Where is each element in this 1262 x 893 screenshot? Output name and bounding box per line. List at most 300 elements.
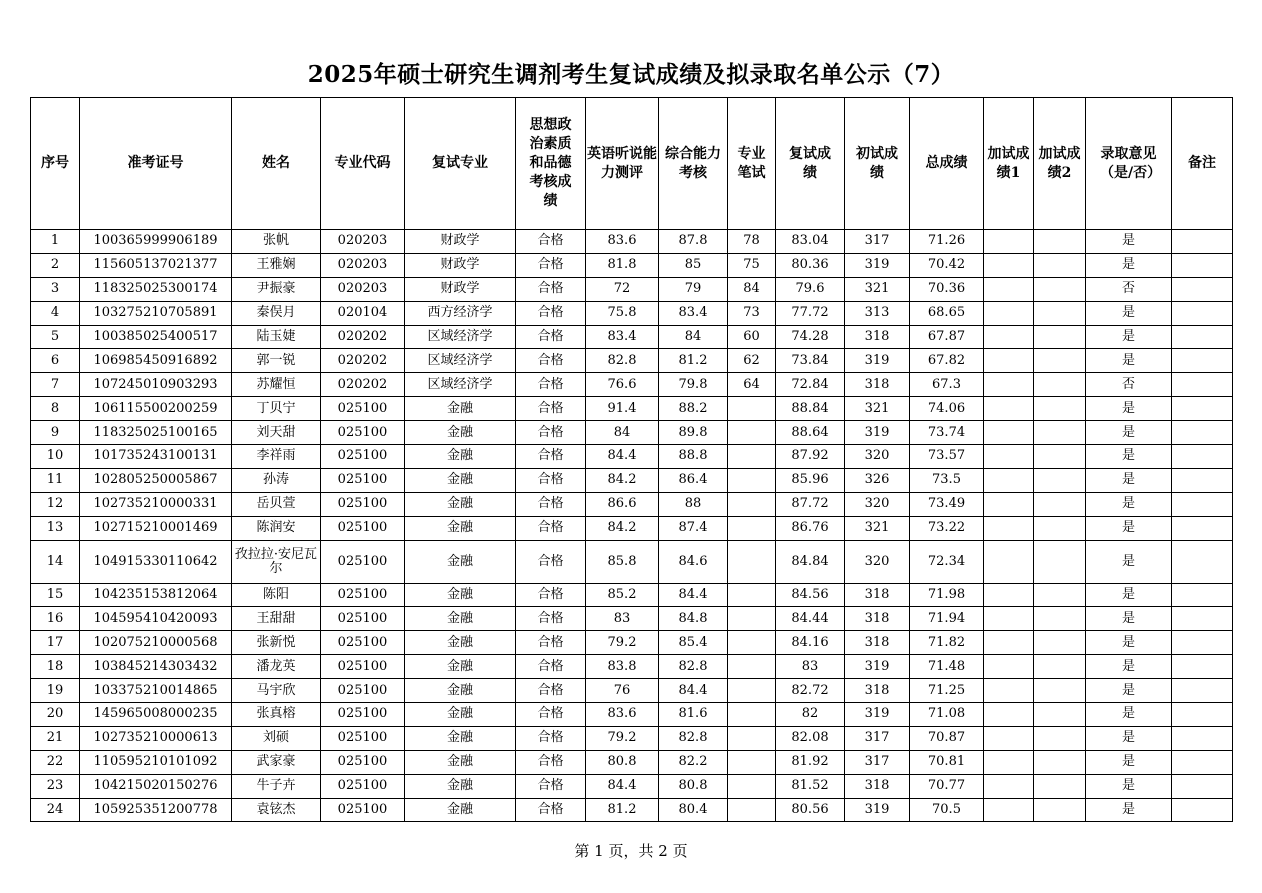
cell-note <box>1172 253 1233 277</box>
cell-comprehensive: 85.4 <box>659 631 728 655</box>
cell-exam-id: 102735210000613 <box>80 726 232 750</box>
cell-major: 金融 <box>405 607 516 631</box>
table-row <box>31 726 1233 750</box>
cell-bonus1 <box>984 655 1034 679</box>
table-row <box>31 583 1233 607</box>
table-body <box>31 230 1233 822</box>
cell-retest: 84.16 <box>776 631 845 655</box>
cell-political: 合格 <box>516 516 586 540</box>
table-row <box>31 492 1233 516</box>
cell-major-code: 025100 <box>321 631 405 655</box>
cell-retest: 80.56 <box>776 798 845 822</box>
cell-admit: 是 <box>1086 679 1172 703</box>
cell-political: 合格 <box>516 679 586 703</box>
cell-name: 潘龙英 <box>232 655 321 679</box>
cell-total: 70.36 <box>910 277 984 301</box>
cell-note <box>1172 397 1233 421</box>
cell-admit: 是 <box>1086 540 1172 583</box>
cell-seq: 18 <box>31 655 80 679</box>
cell-exam-id: 101735243100131 <box>80 445 232 469</box>
cell-english: 81.2 <box>586 798 659 822</box>
cell-seq: 9 <box>31 421 80 445</box>
cell-english: 75.8 <box>586 301 659 325</box>
cell-bonus1 <box>984 373 1034 397</box>
cell-major-code: 020202 <box>321 325 405 349</box>
cell-bonus1 <box>984 397 1034 421</box>
cell-total: 71.98 <box>910 583 984 607</box>
cell-retest: 84.56 <box>776 583 845 607</box>
cell-name: 秦俣月 <box>232 301 321 325</box>
table-row <box>31 774 1233 798</box>
cell-total: 70.87 <box>910 726 984 750</box>
cell-initial: 318 <box>845 607 910 631</box>
cell-english: 84 <box>586 421 659 445</box>
cell-written <box>728 703 776 727</box>
cell-name: 张帆 <box>232 230 321 254</box>
cell-note <box>1172 349 1233 373</box>
cell-major: 区域经济学 <box>405 325 516 349</box>
cell-bonus1 <box>984 703 1034 727</box>
cell-comprehensive: 89.8 <box>659 421 728 445</box>
cell-note <box>1172 655 1233 679</box>
cell-major: 金融 <box>405 468 516 492</box>
col-header-comprehensive: 综合能力考核 <box>659 98 728 230</box>
cell-bonus2 <box>1034 679 1086 703</box>
cell-name: 张真榕 <box>232 703 321 727</box>
cell-retest: 81.92 <box>776 750 845 774</box>
cell-retest: 77.72 <box>776 301 845 325</box>
cell-major: 金融 <box>405 798 516 822</box>
table-row <box>31 516 1233 540</box>
table-row <box>31 421 1233 445</box>
cell-name: 尹振豪 <box>232 277 321 301</box>
cell-exam-id: 100365999906189 <box>80 230 232 254</box>
cell-total: 70.42 <box>910 253 984 277</box>
cell-retest: 80.36 <box>776 253 845 277</box>
cell-major-code: 025100 <box>321 726 405 750</box>
table-row <box>31 750 1233 774</box>
cell-note <box>1172 277 1233 301</box>
cell-name: 刘硕 <box>232 726 321 750</box>
cell-comprehensive: 84.4 <box>659 583 728 607</box>
cell-note <box>1172 726 1233 750</box>
cell-major: 财政学 <box>405 253 516 277</box>
cell-admit: 是 <box>1086 325 1172 349</box>
cell-admit: 是 <box>1086 230 1172 254</box>
cell-bonus1 <box>984 774 1034 798</box>
cell-total: 70.5 <box>910 798 984 822</box>
table-row <box>31 468 1233 492</box>
cell-exam-id: 104915330110642 <box>80 540 232 583</box>
cell-political: 合格 <box>516 583 586 607</box>
col-header-retest: 复试成绩 <box>776 98 845 230</box>
cell-major: 金融 <box>405 726 516 750</box>
cell-major-code: 025100 <box>321 703 405 727</box>
cell-bonus2 <box>1034 631 1086 655</box>
cell-total: 71.82 <box>910 631 984 655</box>
cell-exam-id: 115605137021377 <box>80 253 232 277</box>
cell-name: 陆玉婕 <box>232 325 321 349</box>
cell-initial: 320 <box>845 445 910 469</box>
cell-exam-id: 104235153812064 <box>80 583 232 607</box>
cell-initial: 320 <box>845 492 910 516</box>
table-row <box>31 301 1233 325</box>
cell-note <box>1172 750 1233 774</box>
cell-initial: 319 <box>845 349 910 373</box>
cell-initial: 318 <box>845 325 910 349</box>
col-header-bonus1: 加试成绩1 <box>984 98 1034 230</box>
cell-bonus1 <box>984 631 1034 655</box>
cell-written <box>728 750 776 774</box>
cell-exam-id: 102715210001469 <box>80 516 232 540</box>
cell-seq: 21 <box>31 726 80 750</box>
cell-bonus1 <box>984 230 1034 254</box>
table-row <box>31 798 1233 822</box>
cell-bonus2 <box>1034 540 1086 583</box>
page-title: 2025年硕士研究生调剂考生复试成绩及拟录取名单公示（7） <box>307 61 955 88</box>
cell-name: 马宇欣 <box>232 679 321 703</box>
cell-note <box>1172 703 1233 727</box>
cell-major-code: 025100 <box>321 655 405 679</box>
cell-english: 80.8 <box>586 750 659 774</box>
cell-written <box>728 492 776 516</box>
cell-written <box>728 774 776 798</box>
table-row <box>31 397 1233 421</box>
cell-major-code: 025100 <box>321 607 405 631</box>
table-row <box>31 373 1233 397</box>
cell-retest: 83.04 <box>776 230 845 254</box>
cell-seq: 19 <box>31 679 80 703</box>
cell-major: 金融 <box>405 492 516 516</box>
cell-retest: 88.84 <box>776 397 845 421</box>
cell-exam-id: 103845214303432 <box>80 655 232 679</box>
cell-seq: 14 <box>31 540 80 583</box>
cell-admit: 是 <box>1086 703 1172 727</box>
cell-comprehensive: 81.2 <box>659 349 728 373</box>
cell-name: 武家豪 <box>232 750 321 774</box>
cell-seq: 12 <box>31 492 80 516</box>
cell-major: 西方经济学 <box>405 301 516 325</box>
cell-bonus2 <box>1034 325 1086 349</box>
cell-note <box>1172 421 1233 445</box>
col-header-seq: 序号 <box>31 98 80 230</box>
cell-political: 合格 <box>516 277 586 301</box>
cell-total: 71.26 <box>910 230 984 254</box>
results-table <box>30 97 1233 822</box>
cell-name: 郭一锐 <box>232 349 321 373</box>
cell-retest: 87.72 <box>776 492 845 516</box>
cell-comprehensive: 88.2 <box>659 397 728 421</box>
cell-retest: 84.84 <box>776 540 845 583</box>
cell-initial: 319 <box>845 253 910 277</box>
cell-retest: 83 <box>776 655 845 679</box>
cell-admit: 是 <box>1086 468 1172 492</box>
cell-written <box>728 397 776 421</box>
cell-english: 79.2 <box>586 726 659 750</box>
cell-major-code: 020202 <box>321 373 405 397</box>
cell-political: 合格 <box>516 253 586 277</box>
cell-exam-id: 102075210000568 <box>80 631 232 655</box>
cell-name: 岳贝萱 <box>232 492 321 516</box>
cell-bonus2 <box>1034 349 1086 373</box>
cell-total: 73.5 <box>910 468 984 492</box>
cell-political: 合格 <box>516 325 586 349</box>
cell-seq: 2 <box>31 253 80 277</box>
cell-total: 72.34 <box>910 540 984 583</box>
cell-exam-id: 107245010903293 <box>80 373 232 397</box>
cell-initial: 318 <box>845 583 910 607</box>
cell-name: 陈润安 <box>232 516 321 540</box>
cell-english: 76 <box>586 679 659 703</box>
cell-initial: 319 <box>845 703 910 727</box>
cell-comprehensive: 80.4 <box>659 798 728 822</box>
cell-written <box>728 655 776 679</box>
cell-major: 金融 <box>405 397 516 421</box>
cell-major: 金融 <box>405 516 516 540</box>
cell-note <box>1172 492 1233 516</box>
cell-major: 财政学 <box>405 230 516 254</box>
col-header-english: 英语听说能力测评 <box>586 98 659 230</box>
cell-total: 73.49 <box>910 492 984 516</box>
cell-comprehensive: 88.8 <box>659 445 728 469</box>
cell-note <box>1172 798 1233 822</box>
cell-major-code: 020203 <box>321 277 405 301</box>
cell-seq: 16 <box>31 607 80 631</box>
cell-bonus2 <box>1034 492 1086 516</box>
cell-admit: 是 <box>1086 583 1172 607</box>
cell-initial: 321 <box>845 277 910 301</box>
cell-note <box>1172 468 1233 492</box>
cell-political: 合格 <box>516 492 586 516</box>
cell-political: 合格 <box>516 798 586 822</box>
cell-english: 83 <box>586 607 659 631</box>
cell-bonus2 <box>1034 468 1086 492</box>
col-header-note: 备注 <box>1172 98 1233 230</box>
table-row <box>31 679 1233 703</box>
cell-major-code: 025100 <box>321 445 405 469</box>
cell-major-code: 025100 <box>321 798 405 822</box>
cell-retest: 73.84 <box>776 349 845 373</box>
cell-bonus2 <box>1034 277 1086 301</box>
cell-english: 83.6 <box>586 703 659 727</box>
cell-major: 金融 <box>405 655 516 679</box>
cell-written <box>728 468 776 492</box>
cell-major: 财政学 <box>405 277 516 301</box>
cell-political: 合格 <box>516 726 586 750</box>
cell-bonus1 <box>984 349 1034 373</box>
table-row <box>31 325 1233 349</box>
cell-bonus2 <box>1034 774 1086 798</box>
cell-initial: 318 <box>845 631 910 655</box>
cell-major-code: 025100 <box>321 774 405 798</box>
cell-written <box>728 607 776 631</box>
cell-major: 金融 <box>405 750 516 774</box>
cell-bonus1 <box>984 750 1034 774</box>
cell-comprehensive: 88 <box>659 492 728 516</box>
cell-comprehensive: 84.6 <box>659 540 728 583</box>
cell-political: 合格 <box>516 607 586 631</box>
cell-english: 82.8 <box>586 349 659 373</box>
cell-bonus2 <box>1034 397 1086 421</box>
cell-comprehensive: 84 <box>659 325 728 349</box>
cell-admit: 是 <box>1086 798 1172 822</box>
cell-written <box>728 631 776 655</box>
cell-comprehensive: 85 <box>659 253 728 277</box>
cell-english: 85.2 <box>586 583 659 607</box>
col-header-name: 姓名 <box>232 98 321 230</box>
cell-major: 区域经济学 <box>405 373 516 397</box>
cell-admit: 是 <box>1086 301 1172 325</box>
cell-bonus1 <box>984 492 1034 516</box>
cell-note <box>1172 230 1233 254</box>
cell-bonus1 <box>984 607 1034 631</box>
cell-initial: 318 <box>845 679 910 703</box>
cell-english: 83.6 <box>586 230 659 254</box>
cell-english: 84.2 <box>586 468 659 492</box>
cell-name: 孙涛 <box>232 468 321 492</box>
cell-seq: 1 <box>31 230 80 254</box>
cell-comprehensive: 82.8 <box>659 655 728 679</box>
cell-major: 金融 <box>405 540 516 583</box>
cell-major: 金融 <box>405 703 516 727</box>
cell-comprehensive: 79 <box>659 277 728 301</box>
cell-admit: 是 <box>1086 516 1172 540</box>
cell-english: 79.2 <box>586 631 659 655</box>
cell-retest: 74.28 <box>776 325 845 349</box>
cell-english: 84.4 <box>586 445 659 469</box>
table-row <box>31 655 1233 679</box>
cell-written <box>728 445 776 469</box>
cell-initial: 318 <box>845 373 910 397</box>
cell-exam-id: 100385025400517 <box>80 325 232 349</box>
cell-total: 71.25 <box>910 679 984 703</box>
col-header-political: 思想政治素质和品德考核成绩 <box>516 98 586 230</box>
cell-note <box>1172 540 1233 583</box>
table-row <box>31 540 1233 583</box>
cell-bonus2 <box>1034 516 1086 540</box>
cell-retest: 84.44 <box>776 607 845 631</box>
cell-written <box>728 516 776 540</box>
cell-major: 金融 <box>405 774 516 798</box>
cell-bonus2 <box>1034 703 1086 727</box>
cell-comprehensive: 80.8 <box>659 774 728 798</box>
cell-comprehensive: 82.2 <box>659 750 728 774</box>
cell-initial: 317 <box>845 230 910 254</box>
cell-admit: 是 <box>1086 631 1172 655</box>
cell-total: 73.57 <box>910 445 984 469</box>
cell-written: 84 <box>728 277 776 301</box>
cell-exam-id: 102735210000331 <box>80 492 232 516</box>
cell-major-code: 025100 <box>321 583 405 607</box>
col-header-major: 复试专业 <box>405 98 516 230</box>
cell-political: 合格 <box>516 703 586 727</box>
cell-retest: 81.52 <box>776 774 845 798</box>
cell-note <box>1172 774 1233 798</box>
cell-major-code: 025100 <box>321 516 405 540</box>
cell-admit: 是 <box>1086 655 1172 679</box>
cell-name: 牛子卉 <box>232 774 321 798</box>
cell-bonus1 <box>984 421 1034 445</box>
cell-written: 73 <box>728 301 776 325</box>
cell-retest: 87.92 <box>776 445 845 469</box>
cell-total: 67.3 <box>910 373 984 397</box>
cell-written: 62 <box>728 349 776 373</box>
cell-political: 合格 <box>516 421 586 445</box>
cell-comprehensive: 84.8 <box>659 607 728 631</box>
cell-initial: 321 <box>845 516 910 540</box>
cell-english: 83.8 <box>586 655 659 679</box>
cell-english: 84.2 <box>586 516 659 540</box>
cell-written: 78 <box>728 230 776 254</box>
cell-comprehensive: 81.6 <box>659 703 728 727</box>
cell-bonus1 <box>984 468 1034 492</box>
cell-major-code: 025100 <box>321 492 405 516</box>
cell-major-code: 020203 <box>321 230 405 254</box>
cell-note <box>1172 631 1233 655</box>
cell-seq: 8 <box>31 397 80 421</box>
cell-exam-id: 102805250005867 <box>80 468 232 492</box>
cell-note <box>1172 607 1233 631</box>
cell-initial: 313 <box>845 301 910 325</box>
cell-written: 75 <box>728 253 776 277</box>
cell-admit: 是 <box>1086 253 1172 277</box>
cell-political: 合格 <box>516 468 586 492</box>
cell-major-code: 025100 <box>321 750 405 774</box>
cell-initial: 326 <box>845 468 910 492</box>
cell-name: 刘天甜 <box>232 421 321 445</box>
cell-admit: 是 <box>1086 492 1172 516</box>
cell-total: 73.74 <box>910 421 984 445</box>
cell-total: 74.06 <box>910 397 984 421</box>
cell-exam-id: 106985450916892 <box>80 349 232 373</box>
header-row <box>31 98 1233 230</box>
cell-admit: 否 <box>1086 277 1172 301</box>
cell-comprehensive: 86.4 <box>659 468 728 492</box>
cell-initial: 317 <box>845 726 910 750</box>
cell-total: 68.65 <box>910 301 984 325</box>
cell-bonus2 <box>1034 750 1086 774</box>
cell-retest: 82.08 <box>776 726 845 750</box>
cell-bonus1 <box>984 726 1034 750</box>
cell-bonus2 <box>1034 301 1086 325</box>
cell-total: 71.94 <box>910 607 984 631</box>
table-row <box>31 253 1233 277</box>
cell-major-code: 025100 <box>321 397 405 421</box>
cell-comprehensive: 87.4 <box>659 516 728 540</box>
cell-bonus2 <box>1034 421 1086 445</box>
cell-initial: 320 <box>845 540 910 583</box>
table-row <box>31 230 1233 254</box>
cell-name: 王甜甜 <box>232 607 321 631</box>
cell-seq: 22 <box>31 750 80 774</box>
table-row <box>31 631 1233 655</box>
cell-written <box>728 540 776 583</box>
cell-admit: 是 <box>1086 774 1172 798</box>
cell-bonus1 <box>984 540 1034 583</box>
cell-retest: 72.84 <box>776 373 845 397</box>
cell-exam-id: 118325025300174 <box>80 277 232 301</box>
col-header-major-code: 专业代码 <box>321 98 405 230</box>
cell-seq: 6 <box>31 349 80 373</box>
cell-english: 72 <box>586 277 659 301</box>
cell-political: 合格 <box>516 774 586 798</box>
cell-initial: 318 <box>845 774 910 798</box>
cell-bonus1 <box>984 516 1034 540</box>
cell-initial: 319 <box>845 655 910 679</box>
cell-seq: 7 <box>31 373 80 397</box>
cell-english: 86.6 <box>586 492 659 516</box>
cell-major-code: 020203 <box>321 253 405 277</box>
